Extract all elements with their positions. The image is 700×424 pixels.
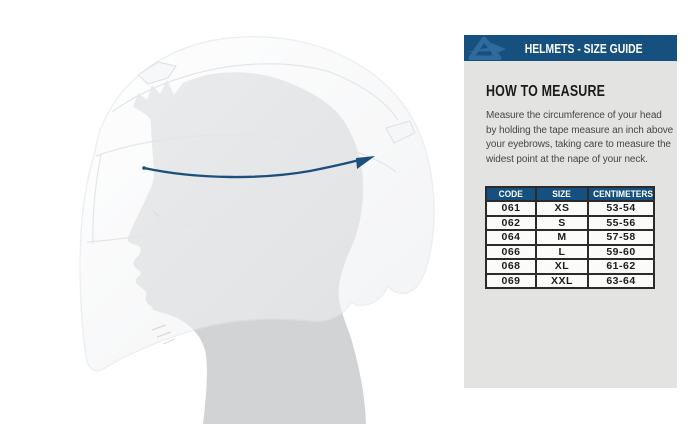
centimeters-cell: 57-58 <box>588 230 654 245</box>
code-cell: 062 <box>486 216 536 231</box>
size-cell: XS <box>536 201 588 216</box>
size-cell: L <box>536 245 588 260</box>
size-cell: M <box>536 230 588 245</box>
size-row-l <box>486 245 654 260</box>
centimeters-cell: 61-62 <box>588 259 654 274</box>
size-table-header-row <box>486 187 654 201</box>
size-row-xxl <box>486 274 654 289</box>
size-cell: S <box>536 216 588 231</box>
code-cell: 064 <box>486 230 536 245</box>
centimeters-cell: 59-60 <box>588 245 654 260</box>
code-cell: 068 <box>486 259 536 274</box>
column-header-centimeters: CENTIMETERS <box>588 187 654 201</box>
size-row-m <box>486 230 654 245</box>
code-cell: 066 <box>486 245 536 260</box>
size-cell: XL <box>536 259 588 274</box>
size-row-xs <box>486 201 654 216</box>
centimeters-cell: 53-54 <box>588 201 654 216</box>
instruction-line: your eyebrows, taking care to measure the <box>486 139 671 150</box>
page-title: HELMETS - SIZE GUIDE <box>524 40 643 56</box>
tape-start-dot <box>142 166 146 170</box>
measure-instructions <box>486 109 674 167</box>
acerbis-logo-icon <box>466 36 508 60</box>
size-row-s <box>486 216 654 231</box>
instruction-line: Measure the circumference of your head <box>486 110 662 121</box>
size-table <box>485 186 655 289</box>
instruction-line: by holding the tape measure an inch above <box>486 124 674 136</box>
code-cell: 069 <box>486 274 536 289</box>
instruction-line: widest point at the nape of your neck. <box>486 153 648 165</box>
centimeters-cell: 63-64 <box>588 274 654 289</box>
how-to-measure-heading: HOW TO MEASURE <box>486 83 606 100</box>
size-guide-header <box>464 35 677 61</box>
size-guide-panel <box>464 35 677 388</box>
centimeters-cell: 55-56 <box>588 216 654 231</box>
size-row-xl <box>486 259 654 274</box>
size-cell: XXL <box>536 274 588 289</box>
code-cell: 061 <box>486 201 536 216</box>
column-header-code: CODE <box>486 187 536 201</box>
column-header-size: SIZE <box>536 187 588 201</box>
